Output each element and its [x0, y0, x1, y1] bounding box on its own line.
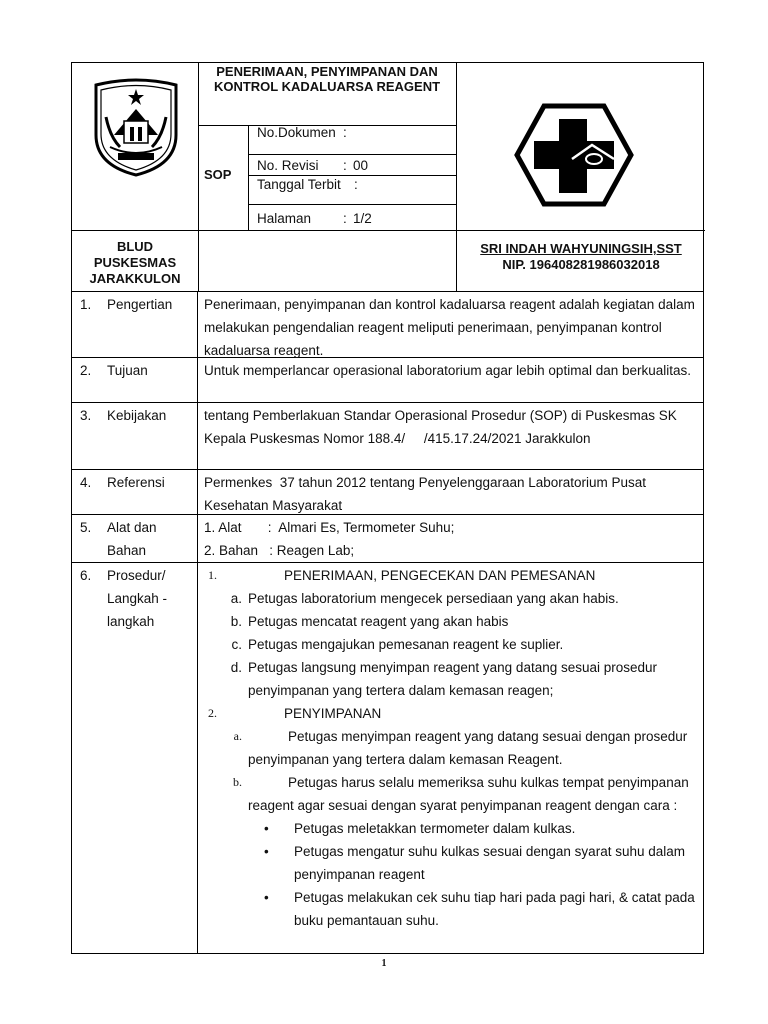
row-label: Kebijakan	[107, 408, 167, 423]
sop-body-table	[71, 292, 704, 954]
bullet-item	[204, 840, 697, 886]
row-number: 1.	[80, 297, 92, 312]
row-label-cell	[72, 470, 198, 514]
row-label-cell	[72, 358, 198, 402]
doc-field-value: 00	[353, 158, 369, 173]
doc-field-sep: :	[343, 211, 347, 226]
row-number: 3.	[80, 408, 92, 423]
item-text: Petugas menyimpan reagent yang datang sesuai dengan prosedur penyimpanan yang tertera dalam kemasan Reagent.	[248, 729, 688, 767]
item-text: Petugas mencatat reagent yang akan habis	[248, 614, 509, 629]
row-number: 2.	[80, 363, 92, 378]
doc-field-sep: :	[354, 177, 358, 192]
doc-field-number	[257, 125, 452, 154]
bullet-item	[204, 886, 697, 932]
table-row	[71, 403, 704, 470]
item-text: Petugas mengajukan pemesanan reagent ke suplier.	[248, 637, 564, 652]
doc-field-sep: :	[343, 125, 347, 140]
item-letter: a.	[233, 729, 242, 743]
page-number: 1	[381, 958, 387, 969]
signer-nip: NIP. 196408281986032018	[502, 257, 660, 272]
tool-line: 1. Alat : Almari Es, Termometer Suhu;	[204, 520, 455, 535]
bullet-text: Petugas melakukan cek suhu tiap hari pada pagi hari, & catat pada buku pemantauan suhu.	[294, 890, 695, 928]
row-number: 6.	[80, 568, 92, 583]
list-item	[204, 656, 697, 702]
item-letter: a.	[230, 591, 242, 606]
table-row	[71, 358, 704, 403]
list-item	[204, 633, 697, 656]
section-number: 1.	[208, 568, 217, 582]
section-title: PENERIMAAN, PENGECEKAN DAN PEMESANAN	[284, 568, 596, 583]
bullet-icon: •	[264, 821, 269, 836]
row-label-cell	[72, 403, 198, 469]
material-line: 2. Bahan : Reagen Lab;	[204, 543, 355, 558]
procedure-section-1	[204, 564, 697, 587]
row-number: 4.	[80, 475, 92, 490]
section-title: PENYIMPANAN	[284, 706, 382, 721]
doc-field-label: Halaman	[257, 211, 312, 226]
doc-field-sep: :	[343, 158, 347, 173]
bullet-icon: •	[264, 844, 269, 859]
org-line: PUSKESMAS	[93, 255, 177, 270]
bullet-text: Petugas meletakkan termometer dalam kulkas.	[294, 821, 576, 836]
row-label: Tujuan	[107, 363, 148, 378]
item-letter: d.	[230, 660, 242, 675]
item-letter: b.	[230, 614, 242, 629]
row-label-cell	[72, 563, 198, 953]
doc-field-label: No.Dokumen	[257, 125, 336, 140]
signer-name: SRI INDAH WAHYUNINGSIH,SST	[480, 241, 682, 256]
regency-crest-icon	[90, 77, 182, 177]
row-label: Prosedur/ Langkah - langkah	[107, 568, 168, 629]
row-label: Pengertian	[107, 297, 173, 312]
item-text: Petugas harus selalu memeriksa suhu kulkas tempat penyimpanan reagent agar sesuai dengan syarat penyimpanan reagent dengan cara :	[248, 775, 689, 813]
item-text: Petugas langsung menyimpan reagent yang datang sesuai prosedur penyimpanan yang tertera dalam kemasan reagen;	[248, 660, 658, 698]
row-content: Permenkes 37 tahun 2012 tentang Penyelenggaraan Laboratorium Pusat Kesehatan Masyarakat	[204, 475, 650, 513]
row-content: Untuk memperlancar operasional laboratorium agar lebih optimal dan berkualitas.	[204, 363, 692, 378]
item-letter: b.	[233, 775, 242, 789]
table-row	[71, 470, 704, 515]
sop-header-table	[71, 62, 704, 292]
row-number: 5.	[80, 520, 92, 535]
list-item	[204, 610, 697, 633]
document-title: PENERIMAAN, PENYIMPANAN DAN KONTROL KADALUARSA REAGENT	[213, 64, 441, 94]
row-label-cell	[72, 515, 198, 562]
org-line: BLUD	[116, 239, 154, 254]
row-label-cell	[72, 292, 198, 357]
table-row	[71, 515, 704, 563]
item-letter: c.	[231, 637, 242, 652]
row-label: Referensi	[107, 475, 165, 490]
row-content	[198, 515, 703, 562]
puskesmas-cross-icon	[514, 103, 634, 208]
bullet-text: Petugas mengatur suhu kulkas sesuai dengan syarat suhu dalam penyimpanan reagent	[294, 844, 685, 882]
list-item	[204, 771, 697, 817]
bullet-item	[204, 817, 697, 840]
bullet-icon: •	[264, 890, 269, 905]
list-item	[204, 587, 697, 610]
doc-field-label: No. Revisi	[257, 158, 319, 173]
item-text: Petugas laboratorium mengecek persediaan yang akan habis.	[248, 591, 619, 606]
row-content: tentang Pemberlakuan Standar Operasional Prosedur (SOP) di Puskesmas SK Kepala Puskesmas Nomor 188.4/ /415.17.24/2021 Jarakkulon	[204, 408, 681, 446]
signer-block	[457, 241, 705, 273]
row-content: Penerimaan, penyimpanan dan kontrol kadaluarsa reagent adalah kegiatan dalam melakukan pengendalian reagent meliputi penerimaan, penyimpanan kontrol kadaluarsa reagent.	[204, 297, 695, 358]
section-number: 2.	[208, 706, 217, 720]
doc-field-label: Tanggal Terbit	[257, 177, 341, 192]
procedure-section-2	[204, 702, 697, 725]
doc-field-value: 1/2	[353, 211, 372, 226]
row-label: Alat dan Bahan	[107, 520, 157, 558]
table-row	[71, 563, 704, 954]
org-line: JARAKKULON	[89, 271, 181, 286]
sop-label: SOP	[204, 167, 232, 182]
procedure-content	[198, 563, 703, 953]
table-row	[71, 292, 704, 358]
list-item	[204, 725, 697, 771]
organization-name	[72, 239, 198, 287]
